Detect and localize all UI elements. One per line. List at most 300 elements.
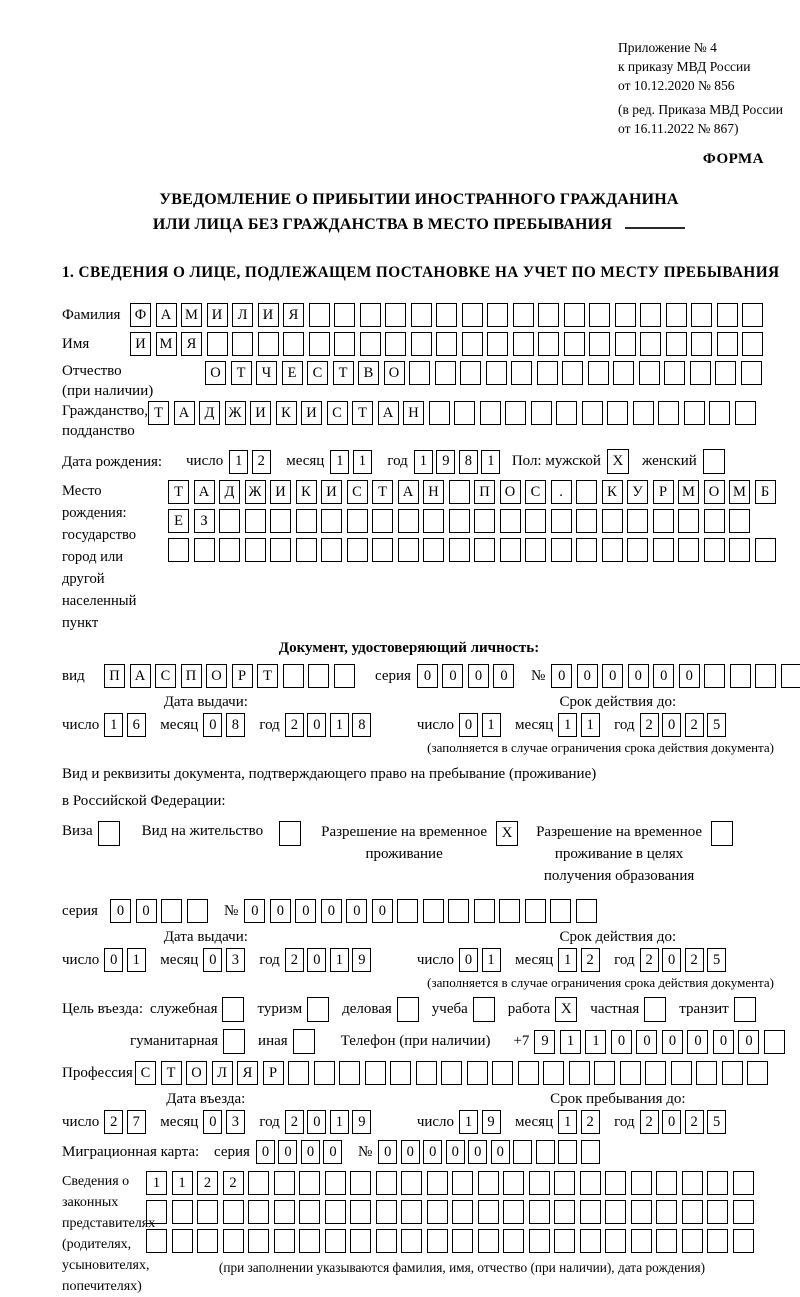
- char-cell: Ж: [245, 480, 266, 504]
- char-cell: И: [258, 303, 279, 327]
- char-cell: [581, 1140, 600, 1164]
- char-cell: [347, 538, 368, 562]
- char-cell: [525, 538, 546, 562]
- char-cell: Т: [168, 480, 189, 504]
- char-cell: [682, 1171, 703, 1195]
- char-cell: [564, 332, 585, 356]
- char-cell: [503, 1171, 524, 1195]
- char-cell: 0: [323, 1140, 342, 1164]
- char-cell: 0: [301, 1140, 320, 1164]
- char-cell: А: [174, 401, 195, 425]
- char-cell: 0: [244, 899, 265, 923]
- char-cell: [576, 538, 597, 562]
- char-cell: П: [181, 664, 202, 688]
- char-cell: [288, 1061, 309, 1085]
- entry-month-cells: [203, 1110, 248, 1134]
- birthplace-cells-row3: [168, 538, 780, 562]
- char-cell: [607, 401, 628, 425]
- char-cell: [462, 303, 483, 327]
- char-cell: М: [729, 480, 750, 504]
- id-dates-row: [62, 713, 776, 737]
- surname-row: [62, 303, 776, 327]
- char-cell: 8: [352, 713, 371, 737]
- char-cell: [633, 401, 654, 425]
- purpose-row: [62, 997, 776, 1022]
- res-valid-date-group: [417, 948, 730, 972]
- char-cell: [423, 899, 444, 923]
- entry-year-cells: [285, 1110, 375, 1134]
- char-cell: 2: [581, 1110, 600, 1134]
- char-cell: [360, 332, 381, 356]
- id-validity-note: (заполняется в случае ограничения срока действия документа): [427, 740, 774, 755]
- residence-doc-line1: Вид и реквизиты документа, подтверждающего право на пребывание (проживание): [62, 766, 597, 782]
- char-cell: 0: [307, 713, 326, 737]
- res-valid-header: Срок действия до:: [559, 929, 677, 945]
- char-cell: [513, 303, 534, 327]
- char-cell: [219, 509, 240, 533]
- char-cell: 0: [493, 664, 514, 688]
- char-cell: 1: [353, 450, 372, 474]
- res-valid-month-cells: [558, 948, 603, 972]
- char-cell: [594, 1061, 615, 1085]
- char-cell: [582, 401, 603, 425]
- temp-residence-label: [321, 821, 487, 865]
- char-cell: 0: [602, 664, 623, 688]
- char-cell: [678, 538, 699, 562]
- res-issue-month-cells: [203, 948, 248, 972]
- char-cell: 9: [534, 1030, 555, 1054]
- year-label: год: [387, 453, 408, 469]
- char-cell: Р: [232, 664, 253, 688]
- char-cell: О: [206, 664, 227, 688]
- char-cell: 1: [229, 450, 248, 474]
- char-cell: [564, 303, 585, 327]
- char-cell: М: [678, 480, 699, 504]
- citizenship-label: [62, 401, 148, 441]
- char-cell: 0: [687, 1030, 708, 1054]
- char-cell: [690, 361, 711, 385]
- month-label: месяц: [160, 1113, 199, 1130]
- year-label: год: [259, 951, 280, 968]
- month-label: месяц: [515, 716, 554, 733]
- char-cell: 0: [104, 948, 123, 972]
- purpose-work-label: работа: [507, 1001, 551, 1017]
- char-cell: А: [398, 480, 419, 504]
- char-cell: 9: [436, 450, 455, 474]
- legal-reps-rows: [146, 1171, 758, 1276]
- char-cell: 7: [127, 1110, 146, 1134]
- res-series-label: серия: [62, 903, 98, 919]
- identity-doc-header: Документ, удостоверяющий личность:: [278, 640, 540, 656]
- residence-doc-line2: в Российской Федерации:: [62, 793, 226, 809]
- char-cell: [742, 332, 763, 356]
- char-cell: [550, 899, 571, 923]
- char-cell: Ч: [256, 361, 277, 385]
- char-cell: 0: [423, 1140, 442, 1164]
- year-label: год: [259, 1113, 280, 1130]
- char-cell: [505, 401, 526, 425]
- patronymic-label: [62, 361, 205, 401]
- title-line-2-text: ИЛИ ЛИЦА БЕЗ ГРАЖДАНСТВА В МЕСТО ПРЕБЫВАНИЯ: [152, 216, 613, 233]
- id-issue-year-cells: [285, 713, 375, 737]
- day-label: число: [416, 1113, 455, 1130]
- residence-permit-label: Вид на жительство: [141, 823, 264, 839]
- char-cell: [161, 899, 182, 923]
- char-cell: [531, 401, 552, 425]
- patronymic-label-line1: Отчество: [62, 363, 122, 379]
- legal-reps-label-line5: усыновителях,: [62, 1258, 150, 1273]
- legal-reps-label-line6: попечителях): [62, 1279, 142, 1294]
- char-cell: [733, 1200, 754, 1224]
- char-cell: [480, 401, 501, 425]
- char-cell: [350, 1229, 371, 1253]
- char-cell: 0: [401, 1140, 420, 1164]
- day-label: число: [186, 453, 224, 469]
- char-cell: [436, 303, 457, 327]
- stay-day-cells: [459, 1110, 504, 1134]
- char-cell: 5: [707, 1110, 726, 1134]
- char-cell: 2: [285, 1110, 304, 1134]
- char-cell: К: [602, 480, 623, 504]
- char-cell: С: [347, 480, 368, 504]
- char-cell: [365, 1061, 386, 1085]
- char-cell: 0: [203, 948, 222, 972]
- char-cell: [513, 332, 534, 356]
- char-cell: [339, 1061, 360, 1085]
- char-cell: [449, 538, 470, 562]
- char-cell: 1: [146, 1171, 167, 1195]
- char-cell: [467, 1061, 488, 1085]
- char-cell: 5: [707, 948, 726, 972]
- char-cell: [529, 1171, 550, 1195]
- birthplace-label-line2: государство: [62, 527, 137, 543]
- char-cell: [730, 664, 751, 688]
- surname-cells: [130, 303, 768, 327]
- char-cell: [325, 1229, 346, 1253]
- char-cell: [427, 1171, 448, 1195]
- id-date-headers: [62, 694, 776, 711]
- char-cell: [537, 361, 558, 385]
- char-cell: Ж: [225, 401, 246, 425]
- migration-card-label: Миграционная карта:: [62, 1144, 200, 1160]
- char-cell: О: [186, 1061, 207, 1085]
- legal-reps-label-line3: представителях: [62, 1216, 156, 1231]
- char-cell: [513, 1140, 532, 1164]
- doc-kind-label: вид: [62, 668, 85, 684]
- char-cell: К: [296, 480, 317, 504]
- appendix-line: от 16.11.2022 № 867): [618, 121, 739, 136]
- entry-date-header: Дата въезда:: [166, 1091, 246, 1107]
- char-cell: [605, 1171, 626, 1195]
- day-label: число: [416, 716, 455, 733]
- char-cell: С: [327, 401, 348, 425]
- char-cell: 1: [560, 1030, 581, 1054]
- mig-number-label: №: [357, 1143, 373, 1160]
- profession-cells: [135, 1061, 773, 1085]
- char-cell: [350, 1200, 371, 1224]
- char-cell: 0: [459, 948, 478, 972]
- char-cell: [478, 1229, 499, 1253]
- char-cell: [656, 1171, 677, 1195]
- char-cell: [602, 509, 623, 533]
- char-cell: 2: [197, 1171, 218, 1195]
- char-cell: [245, 538, 266, 562]
- char-cell: [454, 401, 475, 425]
- char-cell: [682, 1200, 703, 1224]
- char-cell: [615, 303, 636, 327]
- char-cell: [172, 1200, 193, 1224]
- char-cell: [274, 1171, 295, 1195]
- char-cell: [580, 1200, 601, 1224]
- char-cell: [401, 1200, 422, 1224]
- doc-kind-cells: [104, 664, 359, 688]
- char-cell: [223, 1200, 244, 1224]
- char-cell: 0: [346, 899, 367, 923]
- char-cell: [658, 401, 679, 425]
- char-cell: [376, 1200, 397, 1224]
- char-cell: [588, 361, 609, 385]
- char-cell: [334, 332, 355, 356]
- char-cell: [401, 1171, 422, 1195]
- char-cell: [429, 401, 450, 425]
- given-name-label: Имя: [62, 336, 90, 352]
- res-issue-day-cells: [104, 948, 149, 972]
- appendix-block: [618, 38, 783, 138]
- char-cell: [500, 538, 521, 562]
- char-cell: [478, 1171, 499, 1195]
- patronymic-row: [62, 361, 776, 401]
- char-cell: 3: [226, 948, 245, 972]
- char-cell: 2: [685, 948, 704, 972]
- mig-series-label: серия: [214, 1143, 250, 1160]
- char-cell: [704, 664, 725, 688]
- char-cell: [197, 1200, 218, 1224]
- char-cell: С: [525, 480, 546, 504]
- char-cell: [709, 401, 730, 425]
- char-cell: [219, 538, 240, 562]
- char-cell: [248, 1229, 269, 1253]
- char-cell: [605, 1229, 626, 1253]
- char-cell: Т: [257, 664, 278, 688]
- purpose-label: Цель въезда:: [62, 1001, 143, 1017]
- char-cell: [525, 509, 546, 533]
- purpose-other-label: иная: [258, 1033, 288, 1049]
- char-cell: П: [104, 664, 125, 688]
- char-cell: [270, 538, 291, 562]
- year-label: год: [614, 716, 635, 733]
- section-1-title: 1. СВЕДЕНИЯ О ЛИЦЕ, ПОДЛЕЖАЩЕМ ПОСТАНОВКЕ НА УЧЕТ ПО МЕСТУ ПРЕБЫВАНИЯ: [62, 264, 780, 281]
- char-cell: 1: [330, 450, 349, 474]
- day-label: число: [62, 1113, 100, 1130]
- char-cell: 0: [270, 899, 291, 923]
- char-cell: [435, 361, 456, 385]
- char-cell: [704, 509, 725, 533]
- char-cell: Ф: [130, 303, 151, 327]
- char-cell: Е: [282, 361, 303, 385]
- legal-reps-cells: [146, 1171, 758, 1253]
- char-cell: 1: [330, 713, 349, 737]
- checkbox-visa: [98, 821, 120, 846]
- char-cell: И: [301, 401, 322, 425]
- legal-reps-cells-row2: [146, 1200, 758, 1224]
- char-cell: 2: [285, 713, 304, 737]
- res-number-label: №: [224, 902, 239, 919]
- char-cell: 1: [581, 713, 600, 737]
- id-valid-header: Срок действия до:: [559, 694, 677, 710]
- id-issue-day-cells: [104, 713, 149, 737]
- char-cell: 1: [414, 450, 433, 474]
- char-cell: [503, 1200, 524, 1224]
- char-cell: Л: [232, 303, 253, 327]
- checkbox-official: [222, 997, 244, 1022]
- char-cell: [755, 538, 776, 562]
- char-cell: [309, 303, 330, 327]
- char-cell: 1: [482, 713, 501, 737]
- char-cell: И: [207, 303, 228, 327]
- char-cell: А: [130, 664, 151, 688]
- day-label: число: [62, 951, 100, 968]
- char-cell: 1: [481, 450, 500, 474]
- char-cell: З: [194, 509, 215, 533]
- char-cell: 6: [127, 713, 146, 737]
- char-cell: [411, 332, 432, 356]
- char-cell: 9: [352, 1110, 371, 1134]
- appendix-line: к приказу МВД России: [618, 59, 751, 74]
- profession-row: [62, 1061, 776, 1085]
- char-cell: Е: [168, 509, 189, 533]
- char-cell: [682, 1229, 703, 1253]
- char-cell: [409, 361, 430, 385]
- char-cell: Т: [372, 480, 393, 504]
- char-cell: И: [250, 401, 271, 425]
- profession-label: Профессия: [62, 1065, 133, 1081]
- char-cell: [207, 332, 228, 356]
- char-cell: Т: [333, 361, 354, 385]
- char-cell: [492, 1061, 513, 1085]
- char-cell: 0: [307, 1110, 326, 1134]
- char-cell: [376, 1171, 397, 1195]
- char-cell: [733, 1171, 754, 1195]
- char-cell: 2: [104, 1110, 123, 1134]
- char-cell: М: [156, 332, 177, 356]
- char-cell: [146, 1229, 167, 1253]
- visa-label: Виза: [62, 823, 93, 839]
- char-cell: 2: [223, 1171, 244, 1195]
- char-cell: 3: [226, 1110, 245, 1134]
- char-cell: Я: [237, 1061, 258, 1085]
- res-date-headers: [62, 929, 776, 946]
- char-cell: [707, 1171, 728, 1195]
- char-cell: [576, 509, 597, 533]
- char-cell: 0: [203, 1110, 222, 1134]
- birthplace-label-line4: населенный пункт: [62, 593, 137, 631]
- char-cell: У: [627, 480, 648, 504]
- char-cell: [576, 899, 597, 923]
- char-cell: [747, 1061, 768, 1085]
- title-line-1: УВЕДОМЛЕНИЕ О ПРИБЫТИИ ИНОСТРАННОГО ГРАЖДАНИНА: [159, 191, 679, 208]
- char-cell: К: [276, 401, 297, 425]
- checkbox-work: X: [555, 997, 577, 1022]
- char-cell: [529, 1229, 550, 1253]
- char-cell: Н: [403, 401, 424, 425]
- char-cell: [500, 509, 521, 533]
- char-cell: Я: [181, 332, 202, 356]
- char-cell: С: [155, 664, 176, 688]
- char-cell: 1: [558, 713, 577, 737]
- char-cell: [321, 509, 342, 533]
- given-name-cells: [130, 332, 768, 356]
- char-cell: .: [551, 480, 572, 504]
- char-cell: А: [378, 401, 399, 425]
- char-cell: [448, 899, 469, 923]
- checkbox-tourism: [307, 997, 329, 1022]
- char-cell: [146, 1200, 167, 1224]
- char-cell: [605, 1200, 626, 1224]
- char-cell: [187, 899, 208, 923]
- checkbox-business: [397, 997, 419, 1022]
- char-cell: 1: [558, 1110, 577, 1134]
- char-cell: [245, 509, 266, 533]
- char-cell: [232, 332, 253, 356]
- char-cell: [781, 664, 800, 688]
- char-cell: [536, 1140, 555, 1164]
- char-cell: 9: [482, 1110, 501, 1134]
- char-cell: [194, 538, 215, 562]
- char-cell: [707, 1229, 728, 1253]
- doc-series-label: серия: [375, 667, 411, 684]
- char-cell: [729, 509, 750, 533]
- res-dates-row: [62, 948, 776, 972]
- res-series-cells: [110, 899, 212, 923]
- purpose-official-label: служебная: [149, 1001, 218, 1017]
- char-cell: 0: [468, 664, 489, 688]
- char-cell: [296, 509, 317, 533]
- char-cell: [707, 1200, 728, 1224]
- char-cell: [615, 332, 636, 356]
- char-cell: [474, 538, 495, 562]
- temp-residence-label-line1: Разрешение на временное: [321, 824, 488, 840]
- char-cell: [602, 538, 623, 562]
- char-cell: 0: [468, 1140, 487, 1164]
- char-cell: [270, 509, 291, 533]
- char-cell: [764, 1030, 785, 1054]
- char-cell: 0: [459, 713, 478, 737]
- char-cell: [401, 1229, 422, 1253]
- char-cell: [452, 1171, 473, 1195]
- checkbox-other: [293, 1029, 315, 1054]
- res-number-cells: [244, 899, 601, 923]
- char-cell: [296, 538, 317, 562]
- char-cell: [474, 899, 495, 923]
- char-cell: [416, 1061, 437, 1085]
- legal-reps-label-line1: Сведения о: [62, 1174, 130, 1189]
- char-cell: [729, 538, 750, 562]
- doc-number-cells: [551, 664, 800, 688]
- day-label: число: [416, 951, 455, 968]
- year-label: год: [614, 1113, 635, 1130]
- char-cell: [258, 332, 279, 356]
- char-cell: [449, 509, 470, 533]
- doc-series-cells: [417, 664, 519, 688]
- char-cell: 0: [307, 948, 326, 972]
- char-cell: 1: [330, 1110, 349, 1134]
- checkbox-residence-permit: [279, 821, 301, 846]
- char-cell: 1: [482, 948, 501, 972]
- res-issue-date-group: [62, 948, 375, 972]
- char-cell: Б: [755, 480, 776, 504]
- day-label: число: [62, 716, 100, 733]
- appendix-line: (в ред. Приказа МВД России: [618, 102, 783, 117]
